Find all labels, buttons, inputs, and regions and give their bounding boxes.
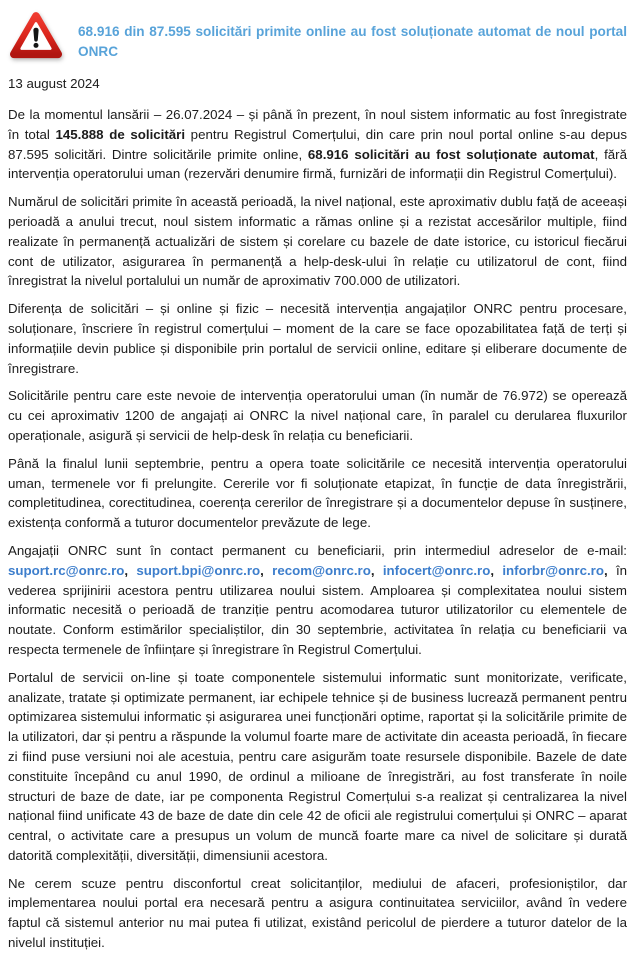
email-link[interactable]: infocert@onrc.ro bbox=[382, 562, 491, 578]
body-text: Portalul de servicii on-line și toate componentele sistemului informatic sunt monitorizate, verificate, analizate, tratate și optimizate permanent, iar echipele tehnice și de business lucrează permanent pentru optimizarea sistemului informatic și asigurarea unei funcționări optime, raportat și la solicitările primite de la utilizatori, dar și pentru a răspunde la volumul foarte mare de activitate din aceasta perioadă, în fiecare zi fiind puse versiuni noi ale acestuia, pentru care asigurăm toate resursele disponibile. Bazele de date constituite începând cu anul 1990, de ordinul a milioane de înregistrări, au fost transferate în noile structuri de baze de date, iar pe componenta Registrul Comerțului s-a realizat și centralizarea la nivel național fiind unificate 43 de baze de date din cele 42 de oficii ale registrului comerțului și ONRC – aparat central, o activitate care a presupus un volum de muncă foarte mare ca nivel de solicitare și durată datorită complexității, diversității, dimensiunii acestora. bbox=[8, 669, 627, 863]
paragraph-5 bbox=[8, 454, 627, 533]
bold-text: , bbox=[370, 562, 383, 578]
bold-text: , bbox=[490, 562, 503, 578]
paragraph-6 bbox=[8, 541, 627, 660]
bold-text: , bbox=[124, 562, 137, 578]
email-link[interactable]: suport.rc@onrc.ro bbox=[8, 562, 125, 578]
paragraph-1 bbox=[8, 105, 627, 184]
body-text: Solicitările pentru care este nevoie de intervenția operatorului uman (în număr de 76.972) se operează cu cei aproximativ 1200 de angajați ai ONRC la nivel național care, în paralel cu derularea fluxurilor operaționale, asigură și servicii de help-desk în relația cu beneficiarii. bbox=[8, 388, 627, 443]
warning-triangle-icon bbox=[8, 10, 64, 62]
body-text: Angajații ONRC sunt în contact permanent cu beneficiarii, prin intermediul adreselor de e-mail: bbox=[8, 542, 627, 558]
email-link[interactable]: suport.bpi@onrc.ro bbox=[136, 562, 261, 578]
paragraph-3 bbox=[8, 299, 627, 378]
publish-date: 13 august 2024 bbox=[8, 76, 100, 91]
paragraph-8 bbox=[8, 874, 627, 953]
email-link[interactable]: inforbr@onrc.ro bbox=[502, 562, 604, 578]
body-text: în vederea sprijinirii acestora pentru utilizarea noului sistem. Amploarea și complexitatea noului sistem informatic necesită o perioadă de tranziție pentru acomodarea tuturor utilizatorilor cu elementele de noutate. Conform estimărilor specialiștilor, din 30 septembrie, activitatea în relația cu beneficiarii va respecta termenele de înființare și înregistrare în Registrul Comerțului. bbox=[8, 562, 628, 657]
body-text: pentru Registrul Comerțului, din care prin noul portal online s-au depus 87.595 solicitări. Dintre solicitările primite online, bbox=[8, 126, 627, 162]
bold-text: , bbox=[603, 562, 616, 578]
bold-text: 68.916 solicitări au fost soluționate automat bbox=[307, 146, 595, 162]
bold-text: , bbox=[260, 562, 273, 578]
paragraph-7 bbox=[8, 668, 627, 866]
article-body bbox=[8, 105, 627, 953]
page-title: 68.916 din 87.595 solicitări primite online au fost soluționate automat de noul portal ONRC bbox=[78, 24, 627, 59]
body-text: De la momentul lansării – 26.07.2024 – și până în prezent, în noul sistem informatic au fost înregistrate în total bbox=[8, 107, 627, 142]
bold-text: 145.888 de solicitări bbox=[55, 126, 186, 142]
body-text: Până la finalul lunii septembrie, pentru a opera toate solicitările ce necesită intervenția operatorului uman, termenele vor fi prelungite. Cererile vor fi soluționate etapizat, în funcție de data înregistrării, completitudinea, corectitudinea, coerența cererilor de înregistrare și a documentelor depuse în susținere, existența conformă a tuturor documentelor prevăzute de lege. bbox=[8, 455, 627, 531]
body-text: , fără intervenția operatorului uman (rezervări denumire firmă, furnizări de informații din Registrul Comerțului). bbox=[8, 146, 627, 182]
paragraph-4 bbox=[8, 386, 627, 445]
warning-icon-container bbox=[8, 10, 78, 62]
paragraph-2 bbox=[8, 192, 627, 291]
body-text: Diferența de solicitări – și online și fizic – necesită intervenția angajaților ONRC pentru procesare, soluționare, înscriere în registrul comerțului – moment de la care se face opozabilitatea față de terți și informațiile devin publice și disponibile prin portalul de servicii online, editare și eliberare documente de înregistrare. bbox=[8, 301, 627, 376]
body-text: Numărul de solicitări primite în această perioadă, la nivel național, este aproximativ dublu față de aceeași perioadă a anului trecut, noul sistem informatic a rămas online și a rezistat accesărilor multiple, fiind realizate în permanență actualizări de sistem și corelare cu bazele de date istorice, cu istoricul fiecărui cont de utilizator, asigurarea în permanență a help-desk-ului în relație cu utilizatorul de cont, fiind înregistrat la nivelul portalului un număr de aproximativ 700.000 de utilizatori. bbox=[8, 194, 627, 289]
header bbox=[8, 10, 627, 62]
email-link[interactable]: recom@onrc.ro bbox=[272, 562, 371, 578]
body-text: Ne cerem scuze pentru disconfortul creat solicitanților, mediului de afaceri, profesioniștilor, dar implementarea noului portal era necesară pentru a asigura continuitatea serviciilor, având în vedere faptul că sistemul anterior nu mai putea fi utilizat, existând pericolul de pierdere a tuturor datelor de la nivelul instituției. bbox=[8, 875, 627, 951]
